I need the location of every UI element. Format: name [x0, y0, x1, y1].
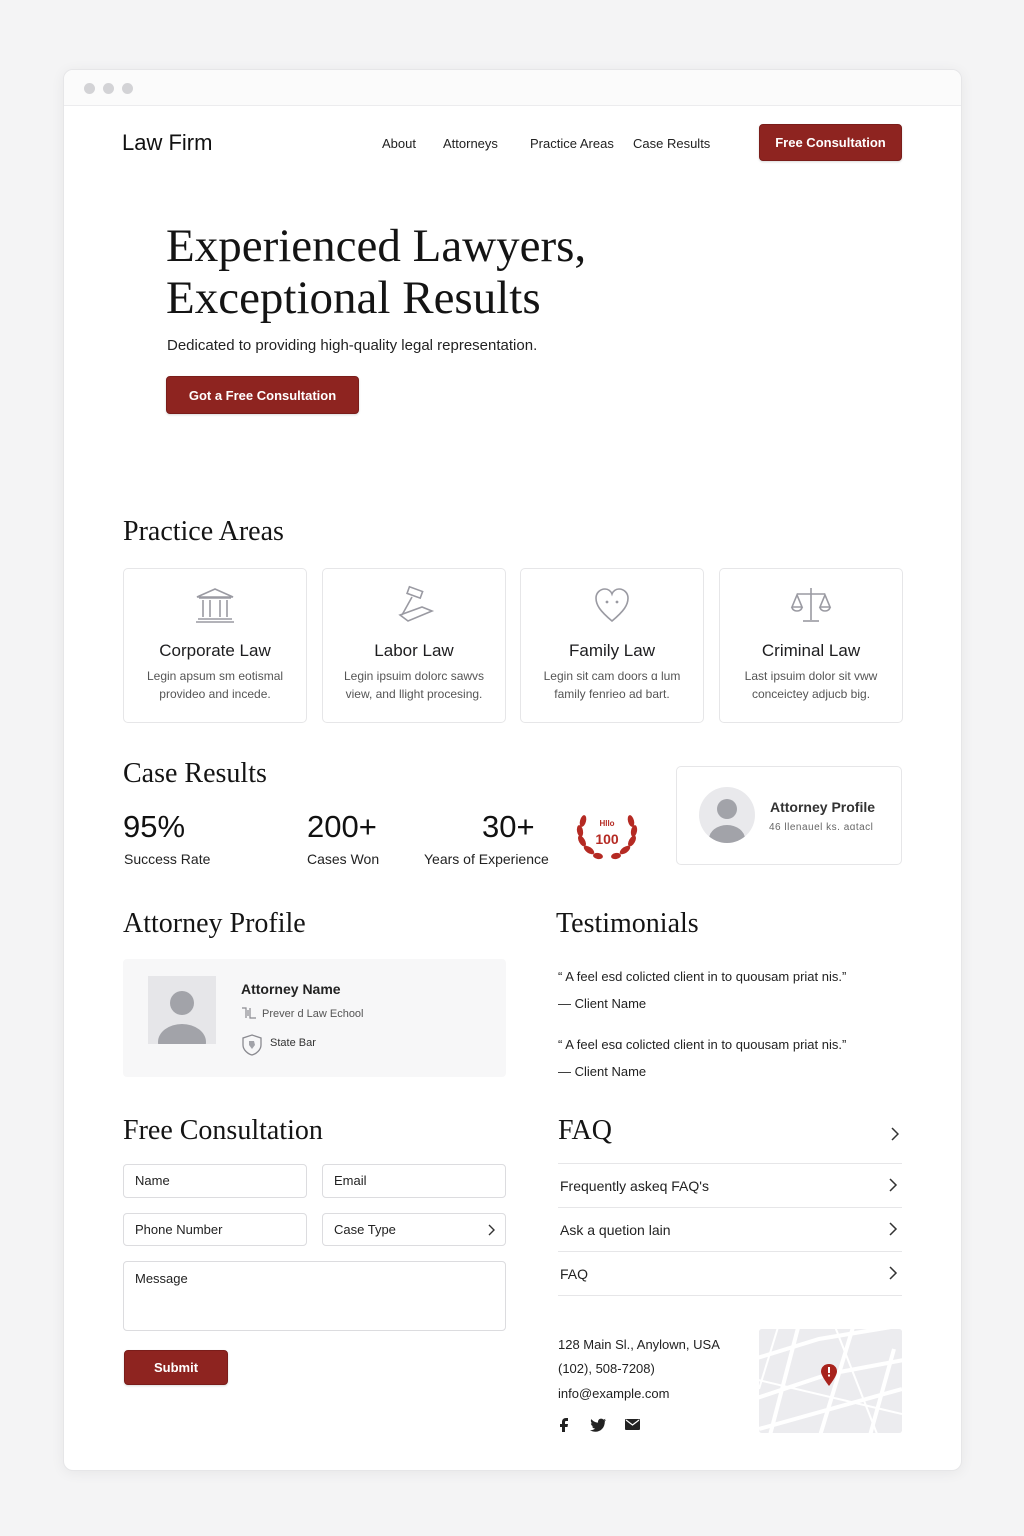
practice-card-labor[interactable] — [322, 568, 506, 723]
badge-number: 100 — [595, 831, 619, 847]
case-type-select[interactable] — [322, 1213, 506, 1246]
practice-areas-heading: Practice Areas — [123, 516, 284, 547]
case-type-value: Case Type — [334, 1222, 396, 1237]
badge-top-text: Hllo — [599, 819, 615, 828]
hero-title — [166, 220, 686, 324]
desc-line: Legin ipsuim dolorc sawvs — [343, 669, 485, 683]
browser-window — [63, 69, 962, 1471]
stat-value-years: 30+ — [482, 809, 535, 844]
header-consultation-button[interactable]: Free Consultation — [759, 124, 902, 161]
window-maximize-dot[interactable] — [122, 83, 133, 94]
hero-title-line1: Experienced Lawyers, — [166, 220, 587, 272]
testimonial-quote: “ A feel esd colicted client in to quousam priat nis.” — [558, 969, 847, 984]
hero-subtitle: Dedicated to providing high-quality legal representation. — [167, 337, 538, 354]
contact-phone: (102), 508-7208) — [558, 1361, 655, 1376]
phone-field[interactable]: Phone Number — [123, 1213, 307, 1246]
stat-label-cases: Cases Won — [307, 851, 380, 867]
faq-item[interactable] — [558, 1208, 902, 1252]
facebook-icon[interactable] — [558, 1417, 570, 1433]
faq-item[interactable] — [558, 1252, 902, 1296]
desc-line: family fenrieo ad bart. — [554, 687, 670, 701]
attorney-name: Attorney Name — [241, 981, 341, 997]
site-logo[interactable]: Law Firm — [122, 130, 213, 155]
window-minimize-dot[interactable] — [103, 83, 114, 94]
laurel-badge — [572, 805, 642, 867]
chevron-right-icon — [886, 1177, 900, 1193]
desc-line: Legin sit cam doors ɑ lum — [543, 669, 681, 683]
mail-icon[interactable] — [625, 1419, 640, 1430]
practice-card-title: Criminal Law — [761, 641, 861, 660]
message-field[interactable]: Message — [123, 1261, 506, 1331]
user-avatar-icon — [148, 976, 216, 1044]
stat-value-cases: 200+ — [307, 809, 377, 844]
consultation-form-heading: Free Consultation — [123, 1115, 323, 1146]
twitter-icon[interactable] — [590, 1418, 607, 1432]
hero-consultation-button[interactable]: Got a Free Consultation — [166, 376, 359, 414]
contact-address: 128 Main Sl., Anylown, USA — [558, 1337, 720, 1352]
stat-label-years: Years of Experience — [424, 851, 549, 867]
testimonial-author: — Client Name — [558, 1064, 647, 1079]
desc-line: view, and llight procesing. — [345, 687, 483, 701]
graduation-icon — [241, 1006, 257, 1020]
testimonial-author: — Client Name — [558, 996, 647, 1011]
profile-card-title: Attorney Profile — [770, 799, 876, 815]
name-field[interactable]: Name — [123, 1164, 307, 1198]
practice-card-family[interactable] — [520, 568, 704, 723]
chevron-right-icon[interactable] — [890, 1127, 899, 1141]
map-pin-icon — [820, 1363, 838, 1387]
attorney-profile-heading: Attorney Profile — [123, 908, 306, 939]
avatar — [699, 787, 755, 843]
nav-about[interactable]: About — [382, 136, 416, 151]
contact-email[interactable]: info@example.com — [558, 1386, 670, 1401]
desc-line: Legin apsum sm eotismal — [146, 669, 284, 683]
building-columns-icon — [193, 585, 237, 625]
stat-label-success: Success Rate — [124, 851, 211, 867]
shield-icon — [241, 1033, 263, 1057]
faq-item-label: Frequently askeq FAQ's — [560, 1178, 709, 1194]
attorney-school: Prever d Law Echool — [262, 1008, 364, 1020]
stat-value-success: 95% — [123, 809, 186, 844]
practice-card-desc — [335, 667, 493, 703]
window-titlebar — [64, 70, 961, 106]
attorney-bar: State Bar — [270, 1037, 316, 1049]
attorney-profile-card[interactable] — [676, 766, 902, 865]
location-map[interactable] — [759, 1329, 902, 1433]
window-close-dot[interactable] — [84, 83, 95, 94]
chevron-right-icon — [487, 1224, 495, 1236]
faq-item-label: FAQ — [560, 1266, 589, 1282]
nav-practice-areas[interactable]: Practice Areas — [530, 136, 614, 151]
practice-card-criminal[interactable] — [719, 568, 903, 723]
practice-card-title: Family Law — [569, 641, 655, 660]
user-avatar-icon — [699, 787, 755, 843]
faq-item-label: Ask a quetion lain — [560, 1222, 671, 1238]
desc-line: conceictey adjucb big. — [751, 687, 871, 701]
nav-case-results[interactable]: Case Results — [633, 136, 711, 151]
heart-icon — [590, 585, 634, 625]
practice-card-title: Labor Law — [374, 641, 454, 660]
testimonial-quote: “ A feel esɑ colicted client in to quousam priat nis.” — [558, 1037, 847, 1052]
practice-card-desc — [533, 667, 691, 703]
chevron-right-icon — [886, 1265, 900, 1281]
hero-title-line2: Exceptional Results — [166, 272, 541, 324]
scales-icon — [789, 585, 833, 625]
case-results-heading: Case Results — [123, 758, 267, 789]
attorney-profile-box — [123, 959, 506, 1077]
desc-line: provideo and incede. — [159, 687, 271, 701]
practice-card-corporate[interactable] — [123, 568, 307, 723]
email-field[interactable]: Email — [322, 1164, 506, 1198]
nav-attorneys[interactable]: Attorneys — [443, 136, 498, 151]
submit-button[interactable]: Submit — [124, 1350, 228, 1385]
testimonials-heading: Testimonials — [556, 908, 699, 939]
faq-item[interactable] — [558, 1164, 902, 1208]
gavel-icon — [392, 585, 436, 625]
faq-heading: FAQ — [558, 1115, 612, 1146]
practice-card-desc — [136, 667, 294, 703]
chevron-right-icon — [886, 1221, 900, 1237]
practice-card-title: Corporate Law — [159, 641, 271, 660]
attorney-photo — [148, 976, 216, 1044]
desc-line: Last ipsuim dolor sit vww — [744, 669, 878, 683]
practice-card-desc — [732, 667, 890, 703]
profile-card-subtitle: 46 llenauel ks. aɑtacl — [769, 822, 874, 833]
